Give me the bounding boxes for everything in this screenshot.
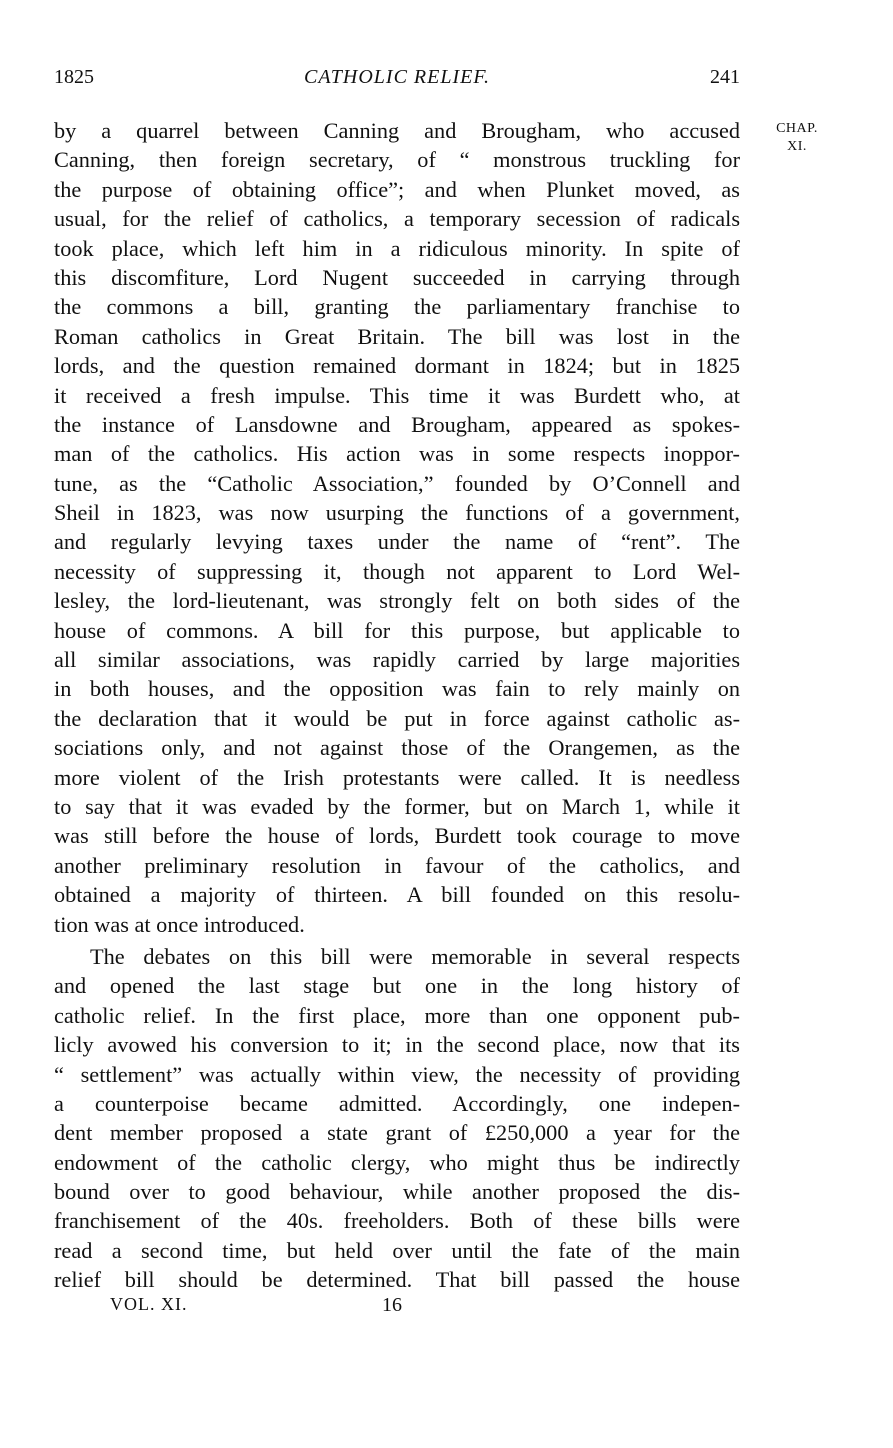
- text-line: the purpose of obtaining office”; and when Plunket moved, as: [54, 176, 740, 202]
- text-line: it received a fresh impulse. This time it was Burdett who, at: [54, 382, 740, 408]
- text-line: catholic relief. In the first place, more than one opponent pub-: [54, 1002, 740, 1028]
- text-line: more violent of the Irish protestants were called. It is needless: [54, 764, 740, 790]
- margin-note-chapter-number: XI.: [787, 139, 807, 154]
- text-line: lesley, the lord-lieutenant, was strongly felt on both sides of the: [54, 588, 740, 614]
- text-line: in both houses, and the opposition was fain to rely mainly on: [54, 676, 740, 702]
- text-line: sociations only, and not against those of the Orangemen, as the: [54, 735, 740, 761]
- margin-note-chap: CHAP.: [776, 121, 818, 136]
- text-line: Canning, then foreign secretary, of “ monstrous truckling for: [54, 147, 740, 173]
- text-line: the instance of Lansdowne and Brougham, appeared as spokes-: [54, 411, 740, 437]
- header-year: 1825: [54, 66, 94, 88]
- page-number: 241: [710, 66, 740, 88]
- paragraph-2: [54, 942, 740, 1295]
- text-line: all similar associations, was rapidly carried by large majorities: [54, 647, 740, 673]
- text-line: by a quarrel between Canning and Brougham, who accused: [54, 118, 740, 143]
- text-line: to say that it was evaded by the former, but on March 1, while it: [54, 793, 740, 819]
- text-line: this discomfiture, Lord Nugent succeeded in carrying through: [54, 264, 740, 290]
- text-line: licly avowed his conversion to it; in the second place, now that its: [54, 1032, 740, 1058]
- text-line: read a second time, but held over until the fate of the main: [54, 1237, 740, 1263]
- text-line: bound over to good behaviour, while another proposed the dis-: [54, 1179, 740, 1205]
- text-line: Roman catholics in Great Britain. The bill was lost in the: [54, 323, 740, 349]
- text-line: tune, as the “Catholic Association,” founded by O’Connell and: [54, 470, 740, 496]
- footer-volume: VOL. XI.: [110, 1294, 188, 1314]
- text-line: relief bill should be determined. That bill passed the house: [54, 1267, 740, 1293]
- footer-signature-mark: 16: [382, 1294, 402, 1316]
- text-line: Sheil in 1823, was now usurping the functions of a government,: [54, 500, 740, 526]
- text-line: another preliminary resolution in favour of the catholics, and: [54, 852, 740, 878]
- text-line: took place, which left him in a ridiculous minority. In spite of: [54, 235, 740, 261]
- text-line: usual, for the relief of catholics, a temporary secession of radicals: [54, 206, 740, 232]
- text-line: The debates on this bill were memorable in several respects: [90, 943, 740, 969]
- text-line: “ settlement” was actually within view, the necessity of providing: [54, 1061, 740, 1087]
- running-head: [54, 66, 740, 96]
- text-line: the declaration that it would be put in force against catholic as-: [54, 705, 740, 731]
- page-footer: [110, 1294, 510, 1322]
- text-line: house of commons. A bill for this purpose, but applicable to: [54, 617, 740, 643]
- text-line: necessity of suppressing it, though not apparent to Lord Wel-: [54, 558, 740, 584]
- text-line: tion was at once introduced.: [54, 911, 305, 937]
- text-line: dent member proposed a state grant of £250,000 a year for the: [54, 1120, 740, 1146]
- text-line: and regularly levying taxes under the name of “rent”. The: [54, 529, 740, 555]
- paragraph-1: [54, 116, 740, 939]
- text-line: a counterpoise became admitted. Accordingly, one indepen-: [54, 1090, 740, 1116]
- text-line: and opened the last stage but one in the long history of: [54, 973, 740, 999]
- text-line: endowment of the catholic clergy, who might thus be indirectly: [54, 1149, 740, 1175]
- chapter-margin-note: [752, 120, 842, 156]
- text-line: lords, and the question remained dormant in 1824; but in 1825: [54, 353, 740, 379]
- body-text: [54, 116, 740, 1295]
- text-line: the commons a bill, granting the parliamentary franchise to: [54, 294, 740, 320]
- text-line: obtained a majority of thirteen. A bill founded on this resolu-: [54, 882, 740, 908]
- text-line: franchisement of the 40s. freeholders. Both of these bills were: [54, 1208, 740, 1234]
- text-line: man of the catholics. His action was in some respects inoppor-: [54, 441, 740, 467]
- text-line: was still before the house of lords, Burdett took courage to move: [54, 823, 740, 849]
- header-title: CATHOLIC RELIEF.: [303, 66, 491, 88]
